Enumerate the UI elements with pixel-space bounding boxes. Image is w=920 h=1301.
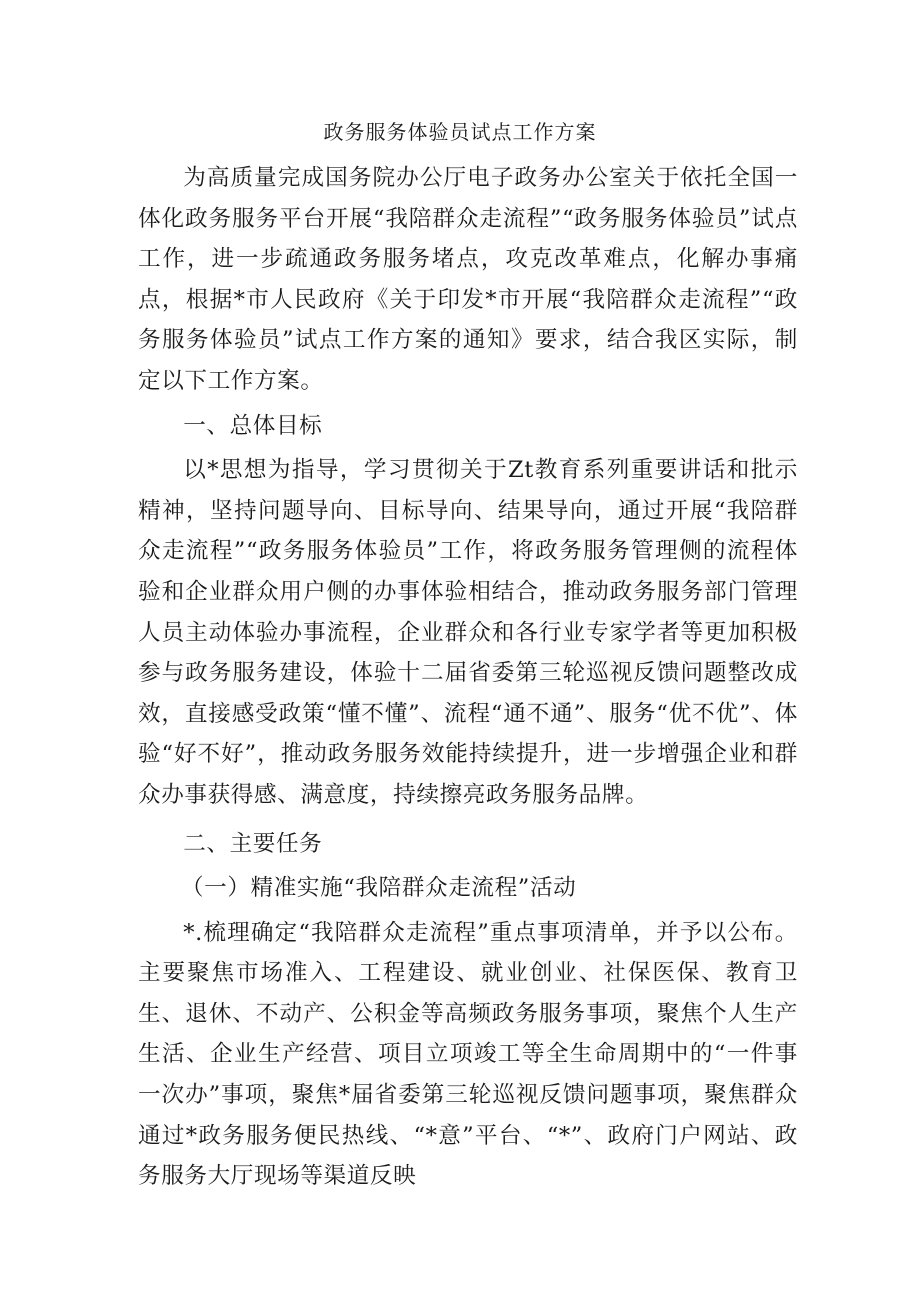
section-2-heading: 二、主要任务: [183, 830, 323, 857]
document-body: [138, 158, 798, 1197]
document-title: 政务服务体验员试点工作方案: [323, 120, 597, 144]
section-1-paragraph: 以*思想为指导，学习贯彻关于Zt教育系列重要讲话和批示精神，坚持问题导向、目标导向、结果导向，通过开展“我陪群众走流程”“政务服务体验员”工作，将政务服务管理侧的流程体验和企业群众用户侧的办事体验相结合，推动政务服务部门管理人员主动体验办事流程，企业群众和各行业专家学者等更加积极参与政务服务建设，体验十二届省委第三轮巡视反馈问题整改成效，直接感受政策“懂不懂”、流程“通不通”、服务“优不优”、体验“好不好”，推动政务服务效能持续提升，进一步增强企业和群众办事获得感、满意度，持续擦亮政务服务品牌。: [138, 457, 798, 808]
intro-paragraph: 为高质量完成国务院办公厅电子政务办公室关于依托全国一体化政务服务平台开展“我陪群众走流程”“政务服务体验员”试点工作，进一步疏通政务服务堵点，攻克改革难点，化解办事痛点，根据*市人民政府《关于印发*市开展“我陪群众走流程”“政务服务体验员”试点工作方案的通知》要求，结合我区实际，制定以下工作方案。: [138, 165, 798, 394]
section-1-heading: 一、总体目标: [183, 412, 323, 439]
item-1-paragraph: *.梳理确定“我陪群众走流程”重点事项清单，并予以公布。主要聚焦市场准入、工程建设、就业创业、社保医保、教育卫生、退休、不动产、公积金等高频政务服务事项，聚焦个人生产生活、企业生产经营、项目立项竣工等全生命周期中的“一件事一次办”事项，聚焦*届省委第三轮巡视反馈问题事项，聚焦群众通过*政务服务便民热线、“*意”平台、“*”、政府门户网站、政务服务大厅现场等渠道反映: [138, 919, 798, 1190]
subsection-1-heading: （一）精准实施“我陪群众走流程”活动: [180, 875, 577, 902]
